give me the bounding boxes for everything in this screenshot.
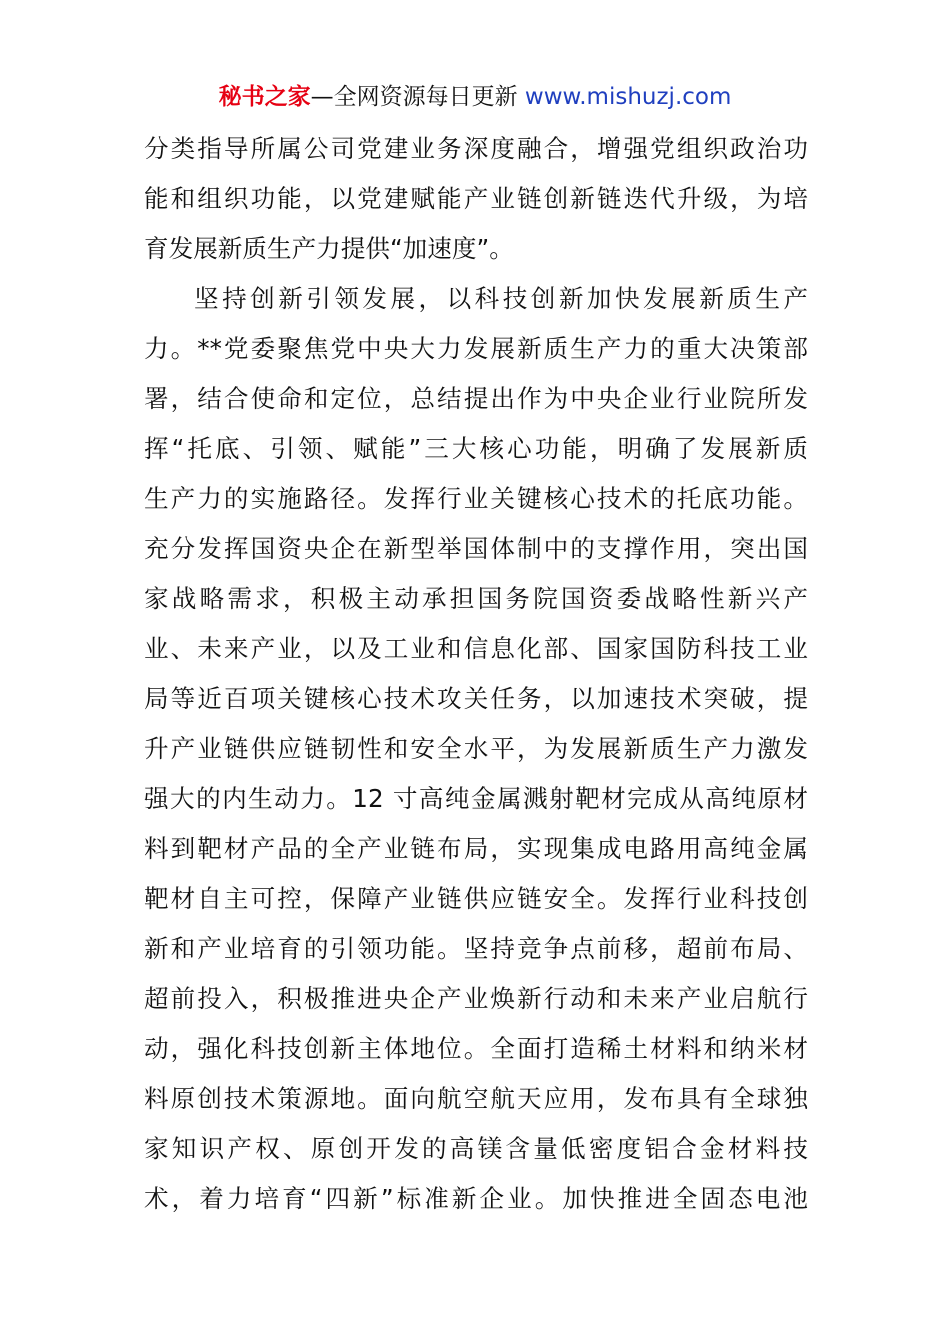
text-line: 业、未来产业，以及工业和信息化部、国家国防科技工业 [144, 634, 808, 663]
text-line: 力。**党委聚焦党中央大力发展新质生产力的重大决策部 [144, 334, 808, 363]
text-line: 新和产业培育的引领功能。坚持竞争点前移，超前布局、 [144, 934, 808, 963]
text-line: 靶材自主可控，保障产业链供应链安全。发挥行业科技创 [144, 884, 808, 913]
text-line: 术，着力培育“四新”标准新企业。加快推进全固态电池 [144, 1184, 808, 1213]
text-line: 升产业链供应链韧性和安全水平，为发展新质生产力激发 [144, 734, 808, 763]
document-body [144, 124, 808, 1224]
text-line: 超前投入，积极推进央企产业焕新行动和未来产业启航行 [144, 984, 808, 1013]
text-line: 能和组织功能，以党建赋能产业链创新链迭代升级，为培 [144, 184, 808, 213]
text-line: 育发展新质生产力提供“加速度”。 [144, 234, 514, 263]
site-url-link[interactable]: www.mishuzj.com [524, 84, 732, 110]
text-line: 动，强化科技创新主体地位。全面打造稀土材料和纳米材 [144, 1034, 808, 1063]
header-tagline: —全网资源每日更新 [310, 84, 525, 110]
text-line: 家战略需求，积极主动承担国务院国资委战略性新兴产 [144, 584, 808, 613]
text-line: 家知识产权、原创开发的高镁含量低密度铝合金材料技 [144, 1134, 808, 1163]
text-line: 充分发挥国资央企在新型举国体制中的支撑作用，突出国 [144, 534, 808, 563]
paragraph-heading-line: 坚持创新引领发展，以科技创新加快发展新质生产 [194, 284, 808, 313]
document-header [0, 80, 950, 114]
text-line: 署，结合使命和定位，总结提出作为中央企业行业院所发 [144, 384, 808, 413]
text-line: 料到靶材产品的全产业链布局，实现集成电路用高纯金属 [144, 834, 808, 863]
text-line: 生产力的实施路径。发挥行业关键核心技术的托底功能。 [144, 484, 808, 513]
text-line: 分类指导所属公司党建业务深度融合，增强党组织政治功 [144, 134, 808, 163]
text-line: 强大的内生动力。12 寸高纯金属溅射靶材完成从高纯原材 [144, 784, 808, 813]
brand-name: 秘书之家 [218, 84, 311, 110]
text-line: 挥“托底、引领、赋能”三大核心功能，明确了发展新质 [144, 434, 808, 463]
text-line: 料原创技术策源地。面向航空航天应用，发布具有全球独 [144, 1084, 808, 1113]
text-line: 局等近百项关键核心技术攻关任务，以加速技术突破，提 [144, 684, 808, 713]
